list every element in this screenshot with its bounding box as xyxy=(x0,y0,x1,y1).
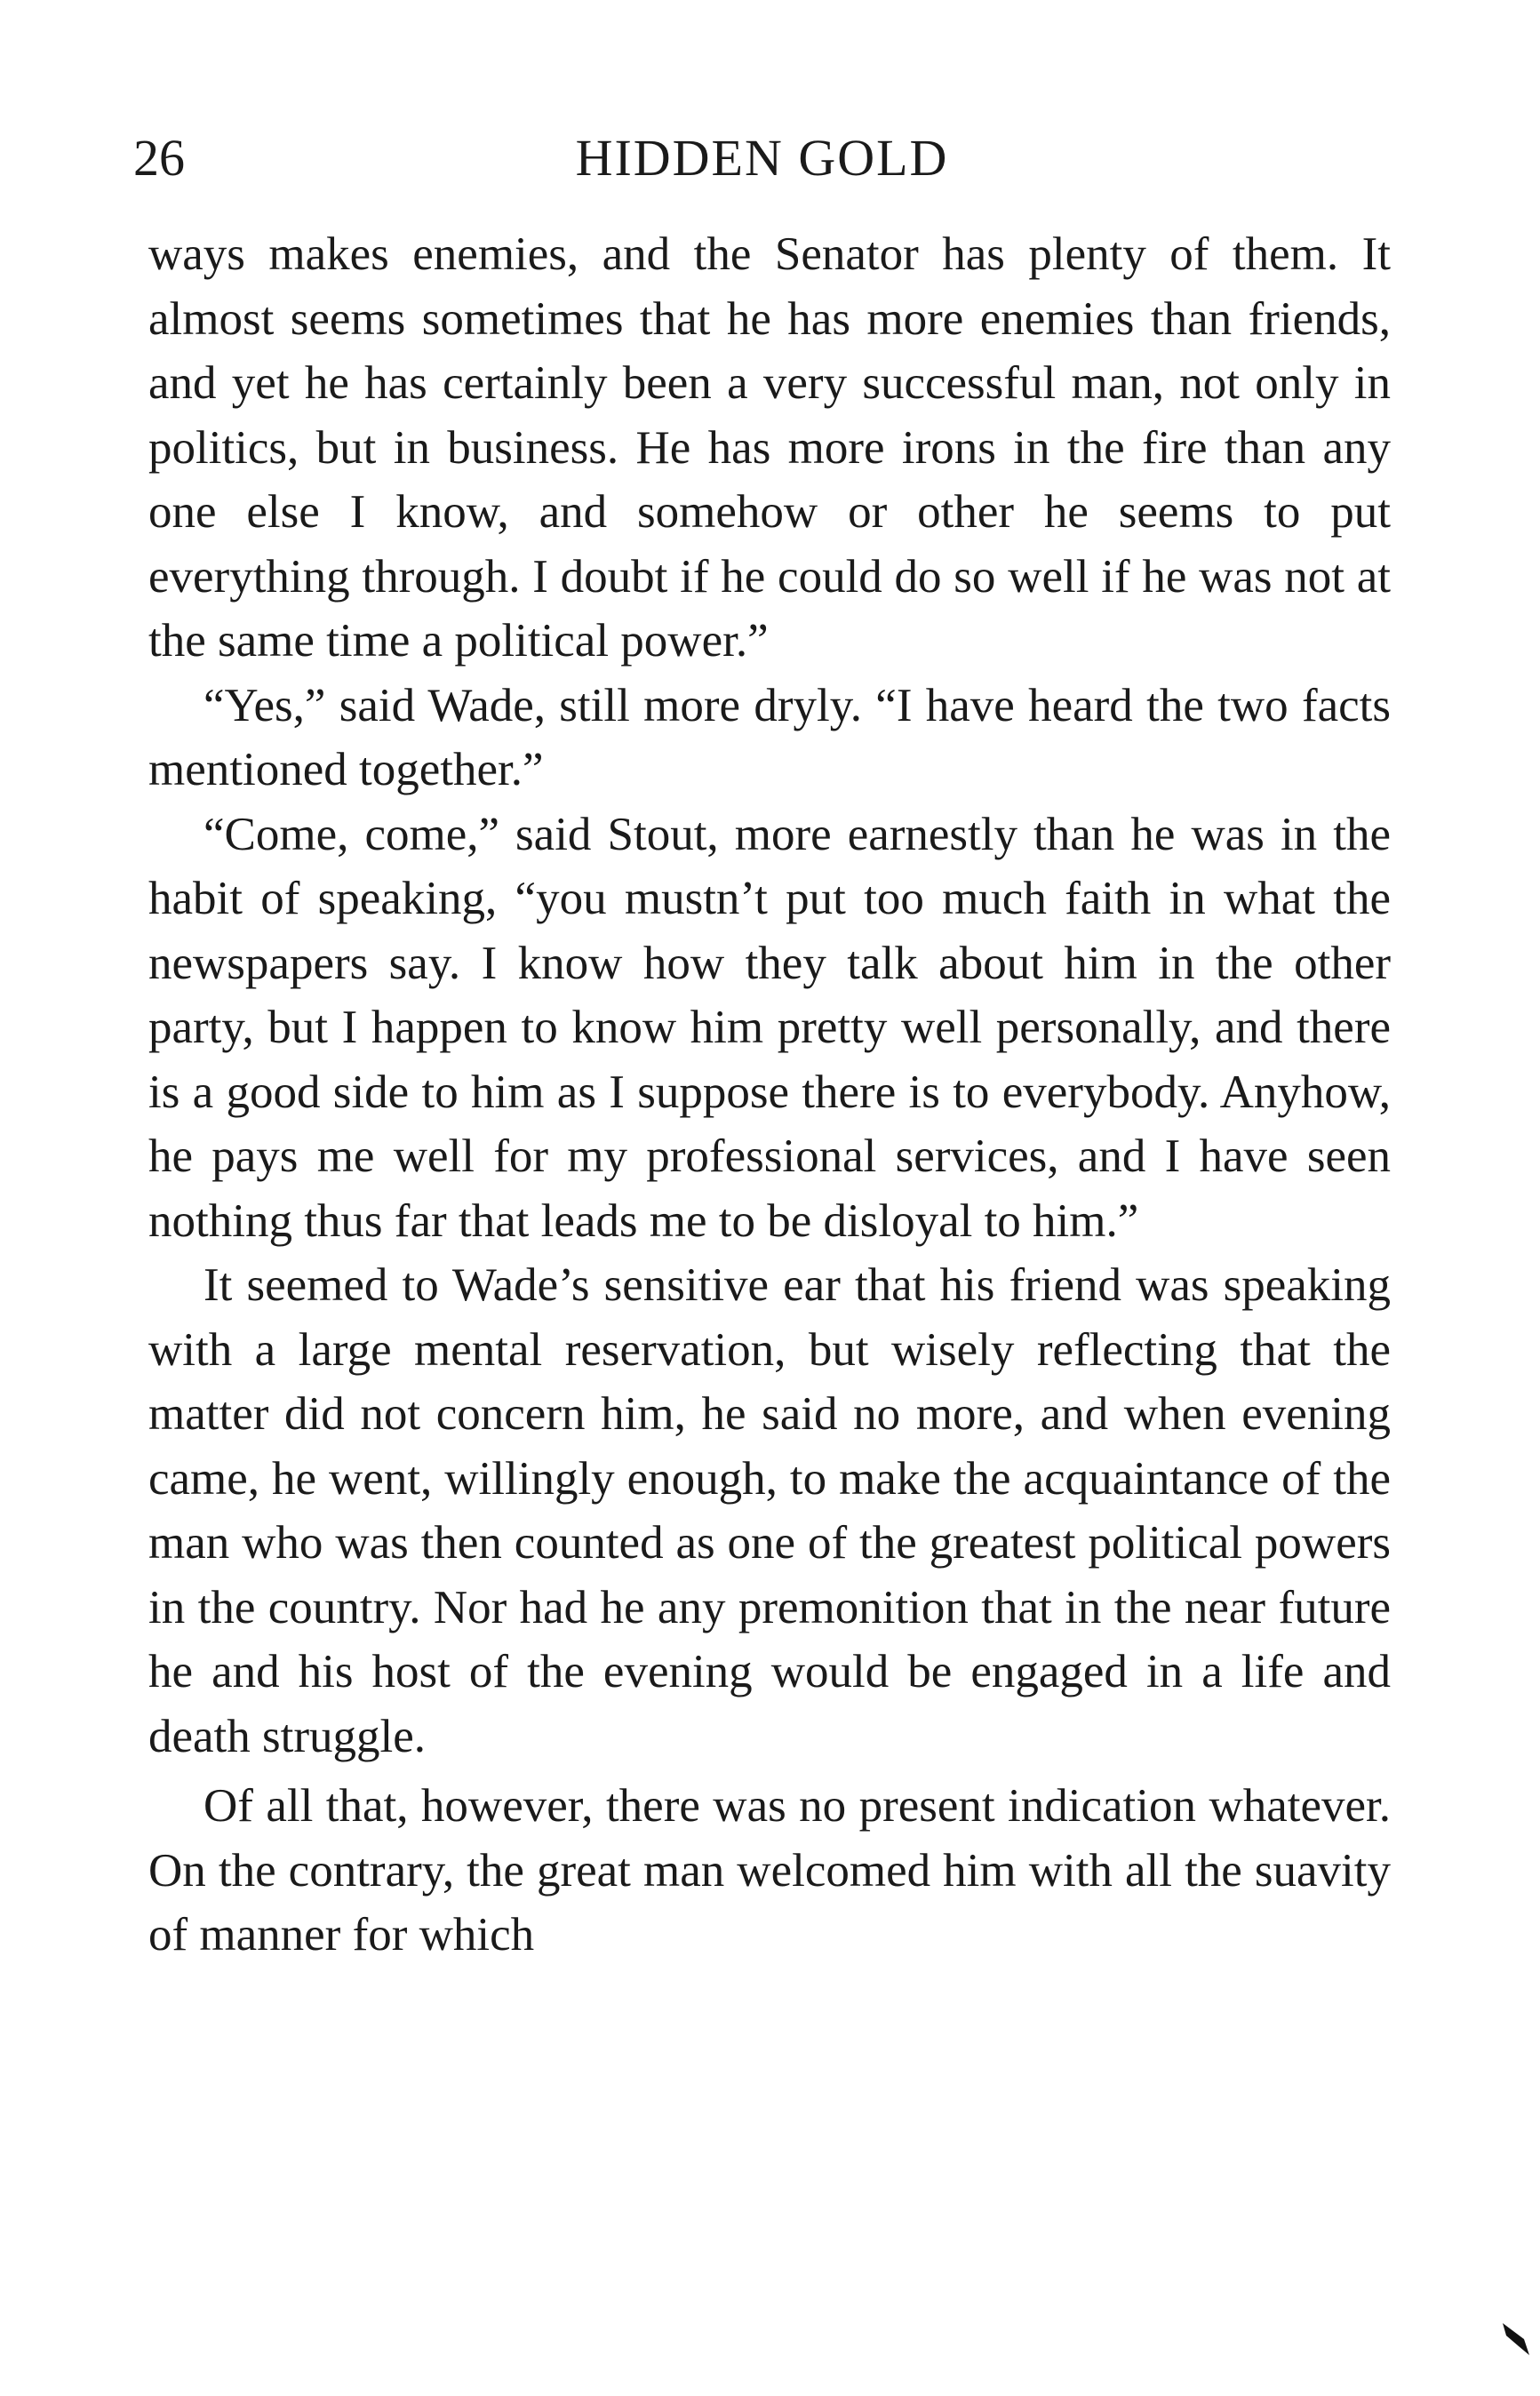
paragraph-stout-reply: “Come, come,” said Stout, more earnestly than he was in the habit of speaking, “you mustn’t put too much faith in what the newspapers say. I know how they talk about him in the other party, but I happen to know him pretty well personally, and there is a good side to him as I suppose there is to everybody. Anyhow, he pays me well for my professional services, and I have seen nothing thus far that leads me to be disloyal to him.” xyxy=(148,808,1391,1247)
paragraph-continuation: ways makes enemies, and the Senator has plenty of them. It almost seems sometimes that he has more enemies than friends, and yet he has certainly been a very successful man, not only in politics, but in business. He has more irons in the fire than any one else I know, and somehow or other he seems to put everything through. I doubt if he could do so well if he was not at the same time a political power.” xyxy=(148,228,1391,667)
paragraph-closing: Of all that, however, there was no present indication whatever. On the contrary, the great man welcomed him with all the suavity of manner for which xyxy=(148,1780,1391,1961)
page-text xyxy=(148,222,1391,1968)
paragraph-narration: It seemed to Wade’s sensitive ear that his friend was speaking with a large mental reservation, but wisely reflecting that the matter did not concern him, he said no more, and when evening came, he went, willingly enough, to make the acquaintance of the man who was then counted as one of the greatest political powers in the country. Nor had he any premonition that in the near future he and his host of the evening would be engaged in a life and death struggle. xyxy=(148,1259,1391,1762)
page-header xyxy=(133,123,1391,194)
paragraph-wade-reply: “Yes,” said Wade, still more dryly. “I have heard the two facts mentioned together.” xyxy=(148,679,1391,795)
page-number: 26 xyxy=(133,129,185,187)
running-title: HIDDEN GOLD xyxy=(575,129,949,187)
corner-ink-mark-icon xyxy=(1497,2320,1533,2360)
